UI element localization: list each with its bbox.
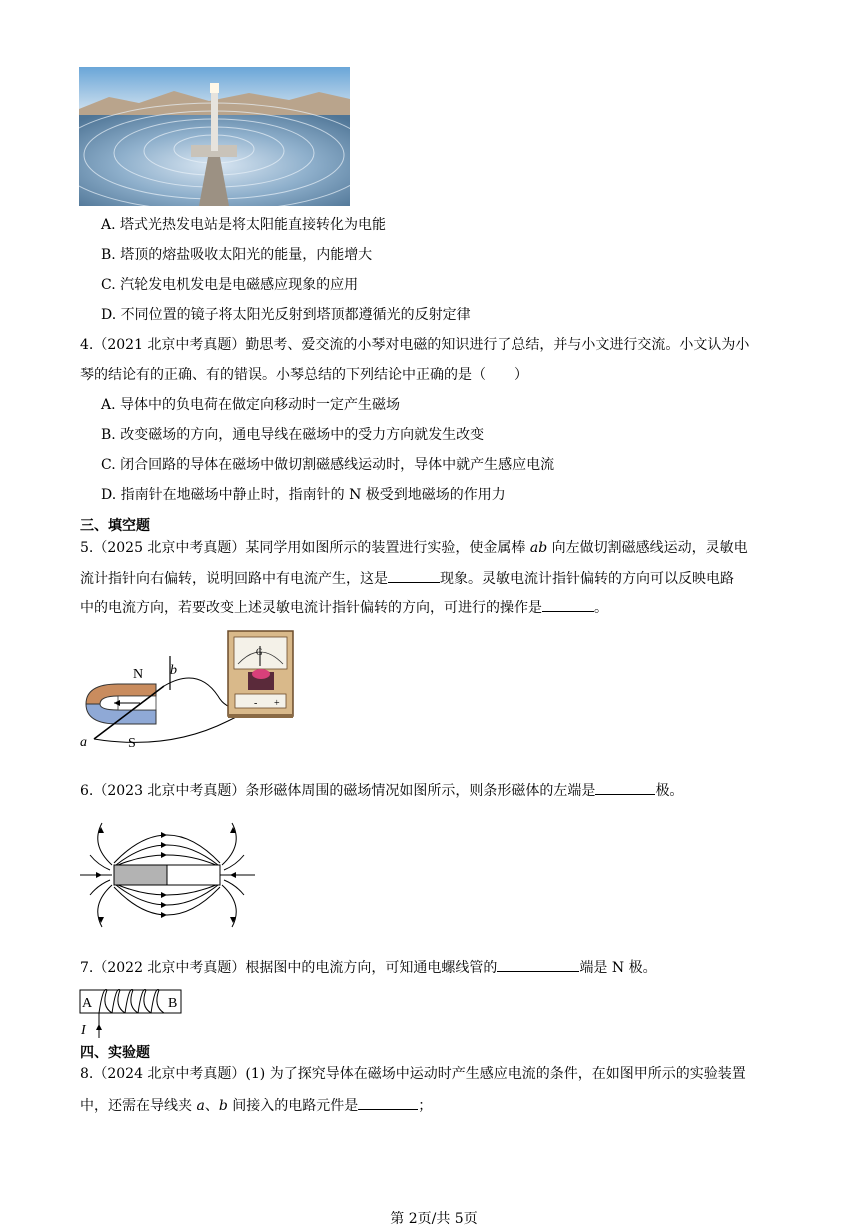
q6-bar-magnet-figure — [80, 815, 255, 943]
label-I: I — [81, 1023, 86, 1038]
page-number-footer: 第 2页/共 5页 — [390, 1211, 478, 1227]
q7-stem — [80, 956, 657, 978]
q6-stem — [80, 779, 683, 801]
q6-text: 极。 — [655, 783, 684, 799]
q8-clip-a: a — [196, 1098, 205, 1114]
q3-option-d: D. 不同位置的镜子将太阳光反射到塔顶都遵循光的反射定律 — [101, 307, 471, 323]
q8-text: ； — [418, 1098, 433, 1114]
label-G: G — [256, 647, 263, 657]
q5-stem-line1 — [80, 538, 748, 558]
q6-blank[interactable] — [595, 779, 655, 795]
q7-blank[interactable] — [497, 956, 579, 972]
q5-text: 向左做切割磁感线运动，灵敏电 — [547, 540, 748, 556]
q8-text: 中，还需在导线夹 — [80, 1098, 197, 1114]
q7-text: 端是 N 极。 — [579, 960, 657, 976]
q4-option-c: C. 闭合回路的导体在磁场中做切割磁感线运动时，导体中就产生感应电流 — [101, 457, 555, 473]
q5-text: 流计指针向右偏转，说明回路中有电流产生，这是 — [80, 571, 388, 587]
q5-experiment-figure — [78, 626, 308, 751]
q5-stem-line3 — [80, 596, 608, 618]
q5-rod-label: ab — [529, 540, 548, 556]
q5-blank-1[interactable] — [388, 567, 440, 583]
q4-option-b: B. 改变磁场的方向，通电导线在磁场中的受力方向就发生改变 — [101, 427, 485, 443]
q5-text: 。 — [594, 600, 608, 616]
q7-text: 7.（2022 北京中考真题）根据图中的电流方向，可知通电螺线管的 — [80, 960, 498, 976]
label-S: S — [128, 736, 136, 751]
q6-text: 6.（2023 北京中考真题）条形磁体周围的磁场情况如图所示，则条形磁体的左端是 — [80, 783, 596, 799]
q8-clip-b: b — [218, 1098, 228, 1114]
section-heading-fill-blank: 三、填空题 — [80, 518, 150, 534]
q8-text: 、 — [204, 1098, 219, 1114]
q8-stem-line2 — [80, 1094, 432, 1116]
section-heading-experiment: 四、实验题 — [80, 1045, 150, 1061]
q3-option-b: B. 塔顶的熔盐吸收太阳光的能量，内能增大 — [101, 247, 373, 263]
label-B: B — [168, 996, 178, 1011]
q4-stem-line1: 4.（2021 北京中考真题）勤思考、爱交流的小琴对电磁的知识进行了总结，并与小文进行交流。小文认为小 — [80, 337, 750, 353]
q3-option-c: C. 汽轮发电机发电是电磁感应现象的应用 — [101, 277, 359, 293]
q8-text: 间接入的电路元件是 — [227, 1098, 359, 1114]
q7-solenoid-figure — [79, 988, 184, 1040]
q8-blank[interactable] — [358, 1094, 418, 1110]
label-A: A — [82, 996, 93, 1011]
q4-option-a: A. 导体中的负电荷在做定向移动时一定产生磁场 — [101, 397, 401, 413]
solar-tower-photo — [79, 67, 350, 206]
magnet-left-half — [114, 865, 167, 885]
label-a: a — [80, 735, 87, 750]
magnet-right-half — [167, 865, 220, 885]
q5-stem-line2 — [80, 567, 734, 589]
label-minus: - — [254, 698, 258, 709]
q5-text: 中的电流方向，若要改变上述灵敏电流计指针偏转的方向，可进行的操作是 — [80, 600, 542, 616]
label-N: N — [133, 667, 144, 682]
q5-text: 5.（2025 北京中考真题）某同学用如图所示的装置进行实验，使金属棒 — [80, 540, 530, 556]
q4-stem-line2: 琴的结论有的正确、有的错误。小琴总结的下列结论中正确的是（ ） — [80, 367, 528, 383]
q3-option-a: A. 塔式光热发电站是将太阳能直接转化为电能 — [101, 217, 387, 233]
label-b: b — [170, 663, 177, 678]
label-plus: + — [274, 698, 280, 709]
q5-text: 现象。灵敏电流计指针偏转的方向可以反映电路 — [440, 571, 734, 587]
q4-option-d: D. 指南针在地磁场中静止时，指南针的 N 极受到地磁场的作用力 — [101, 487, 506, 503]
q5-blank-2[interactable] — [542, 596, 594, 612]
q8-stem-line1: 8.（2024 北京中考真题）(1) 为了探究导体在磁场中运动时产生感应电流的条件，在如图甲所示的实验装置 — [80, 1066, 746, 1082]
